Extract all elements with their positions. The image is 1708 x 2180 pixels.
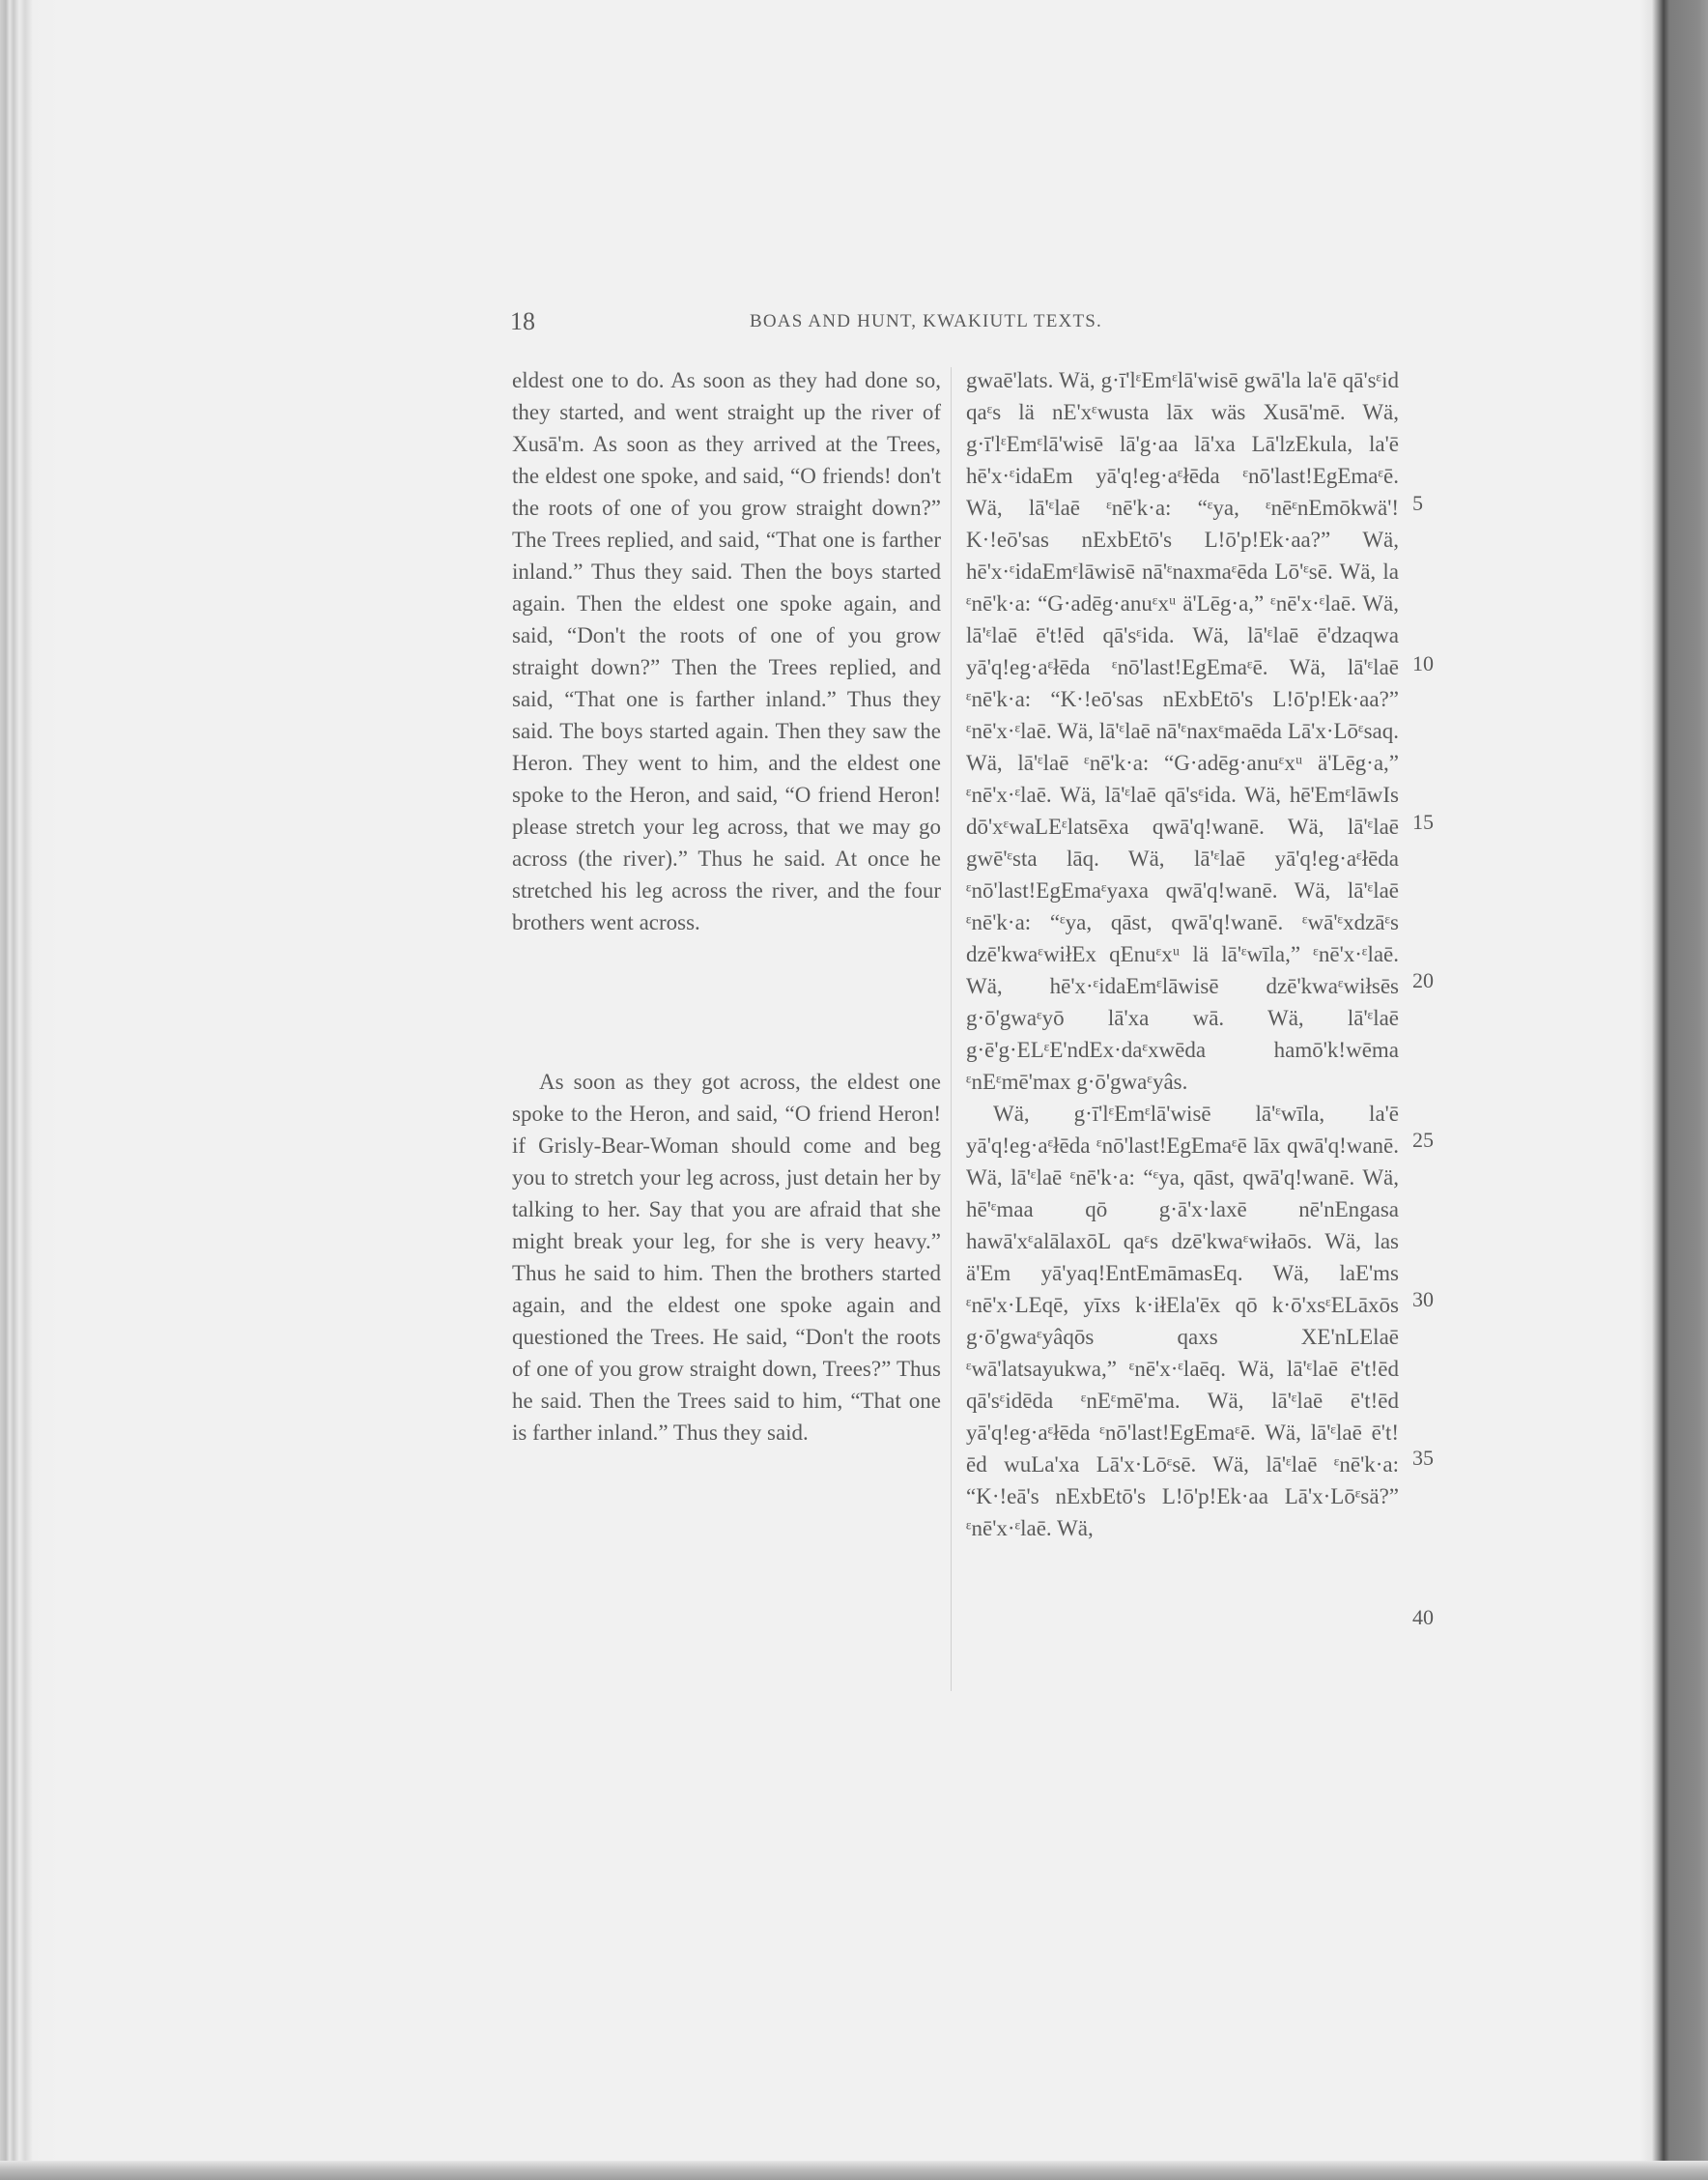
paragraph-spacer — [512, 938, 941, 1066]
english-paragraph-1: eldest one to do. As soon as they had done so, they started, and went straight up the river of Xusā'm. As soon as they arrived at the Trees, the eldest one spoke, and said, “O friends! don't the roots of one of you grow straight down?” The Trees replied, and said, “That one is farther inland.” Thus they said. Then the boys started again. Then the eldest one spoke again, and said, “Don't the roots of one of you grow straight down?” Then the Trees replied, and said, “That one is farther inland.” Thus they said. The boys started again. Then they saw the Heron. They went to him, and the eldest one spoke to the Heron, and said, “O friend Heron! please stretch your leg across, that we may go across (the river).” Thus he said. At once he stretched his leg across the river, and the four brothers went across. — [512, 368, 941, 934]
line-number: 5 — [1412, 491, 1423, 515]
line-number: 30 — [1412, 1287, 1434, 1311]
line-number: 10 — [1412, 651, 1434, 675]
line-number: 15 — [1412, 810, 1434, 834]
book-binding-edge — [0, 0, 60, 2180]
page-number: 18 — [510, 307, 535, 335]
line-number: 25 — [1412, 1128, 1434, 1152]
line-number: 40 — [1412, 1605, 1434, 1629]
kwakiutl-column — [966, 364, 1399, 1544]
english-column — [512, 364, 941, 1449]
english-paragraph-2: As soon as they got across, the eldest one spoke to the Heron, and said, “O friend Heron! if Grisly-Bear-Woman should come and beg you to stretch your leg across, just detain her by talking to her. Say that you are afraid that she might break your leg, for she is very heavy.” Thus he said to him. Then the brothers started again, and the eldest one spoke again and questioned the Trees. He said, “Don't the roots of one of you grow straight down, Trees?” Thus he said. Then the Trees said to him, “That one is farther inland.” Thus they said. — [512, 1070, 941, 1445]
page-right-edge — [1640, 0, 1708, 2180]
kwakiutl-paragraph-2: Wä, g·ī'lᵋEmᵋlā'wisē lā'ᵋwīla, la'ē yā'q!eg·aᵋłēda ᵋnō'last!EgEmaᵋē lāx qwā'q!wanē. Wä, lā'ᵋlaē ᵋnē'k·a: “ᵋya, qāst, qwā'q!wanē. Wä, hē'ᵋmaa qō g·ā'x·laxē nē'nEngasa hawā'xᵋalālaxōL qaᵋs dzē'kwaᵋwiłaōs. Wä, las ä'Em yā'yaq!EntEmāmasEq. Wä, laE'ms ᵋnē'x·LEqē, yīxs k·iłEla'ēx qō k·ō'xsᵋELāxōs g·ō'gwaᵋyâqōs qaxs XE'nLElaē ᵋwā'latsayukwa,” ᵋnē'x·ᵋlaēq. Wä, lā'ᵋlaē ē't!ēd qā'sᵋidēda ᵋnEᵋmē'ma. Wä, lā'ᵋlaē ē't!ēd yā'q!eg·aᵋłēda ᵋnō'last!EgEmaᵋē. Wä, lā'ᵋlaē ē't!ēd wuLa'xa Lā'x·Lōᵋsē. Wä, lā'ᵋlaē ᵋnē'k·a: “K·!eā's nExbEtō's L!ō'p!Ek·aa Lā'x·Lōᵋsä?” ᵋnē'x·ᵋlaē. Wä, — [966, 1102, 1399, 1540]
line-number: 35 — [1412, 1446, 1434, 1470]
kwakiutl-paragraph-1: gwaē'lats. Wä, g·ī'lᵋEmᵋlā'wisē gwā'la la'ē qā'sᵋid qaᵋs lä nE'xᵋwusta lāx wäs Xusā'mē. Wä, g·ī'lᵋEmᵋlā'wisē lā'g·aa lā'xa Lā'lzEkula, la'ē hē'x·ᵋidaEm yā'q!eg·aᵋłēda ᵋnō'last!EgEmaᵋē. Wä, lā'ᵋlaē ᵋnē'k·a: “ᵋya, ᵋnēᵋnEmōkwä'! K·!eō'sas nExbEtō's L!ō'p!Ek·aa?” Wä, hē'x·ᵋidaEmᵋlāwisē nā'ᵋnaxmaᵋēda Lō'ᵋsē. Wä, la ᵋnē'k·a: “G·adēg·anuᵋxᵘ ä'Lēg·a,” ᵋnē'x·ᵋlaē. Wä, lā'ᵋlaē ē't!ēd qā'sᵋida. Wä, lā'ᵋlaē ē'dzaqwa yā'q!eg·aᵋłēda ᵋnō'last!EgEmaᵋē. Wä, lā'ᵋlaē ᵋnē'k·a: “K·!eō'sas nExbEtō's L!ō'p!Ek·aa?” ᵋnē'x·ᵋlaē. Wä, lā'ᵋlaē nā'ᵋnaxᵋmaēda Lā'x·Lōᵋsaq. Wä, lā'ᵋlaē ᵋnē'k·a: “G·adēg·anuᵋxᵘ ä'Lēg·a,” ᵋnē'x·ᵋlaē. Wä, lā'ᵋlaē qā'sᵋida. Wä, hē'EmᵋlāwIs dō'xᵋwaLEᵋlatsēxa qwā'q!wanē. Wä, lā'ᵋlaē gwē'ᵋsta lāq. Wä, lā'ᵋlaē yā'q!eg·aᵋłēda ᵋnō'last!EgEmaᵋyaxa qwā'q!wanē. Wä, lā'ᵋlaē ᵋnē'k·a: “ᵋya, qāst, qwā'q!wanē. ᵋwā'ᵋxdzāᵋs dzē'kwaᵋwiłEx qEnuᵋxᵘ lä lā'ᵋwīla,” ᵋnē'x·ᵋlaē. Wä, hē'x·ᵋidaEmᵋlāwisē dzē'kwaᵋwiłsēs g·ō'gwaᵋyō lā'xa wā. Wä, lā'ᵋlaē g·ē'g·ELᵋE'ndEx·daᵋxwēda hamō'k!wēma ᵋnEᵋmē'max g·ō'gwaᵋyâs. — [966, 368, 1399, 1094]
line-number: 20 — [1412, 968, 1434, 992]
running-title: BOAS AND HUNT, KWAKIUTL TEXTS. — [750, 311, 1102, 331]
page-bottom-edge — [0, 2161, 1708, 2180]
column-divider — [951, 367, 952, 1691]
